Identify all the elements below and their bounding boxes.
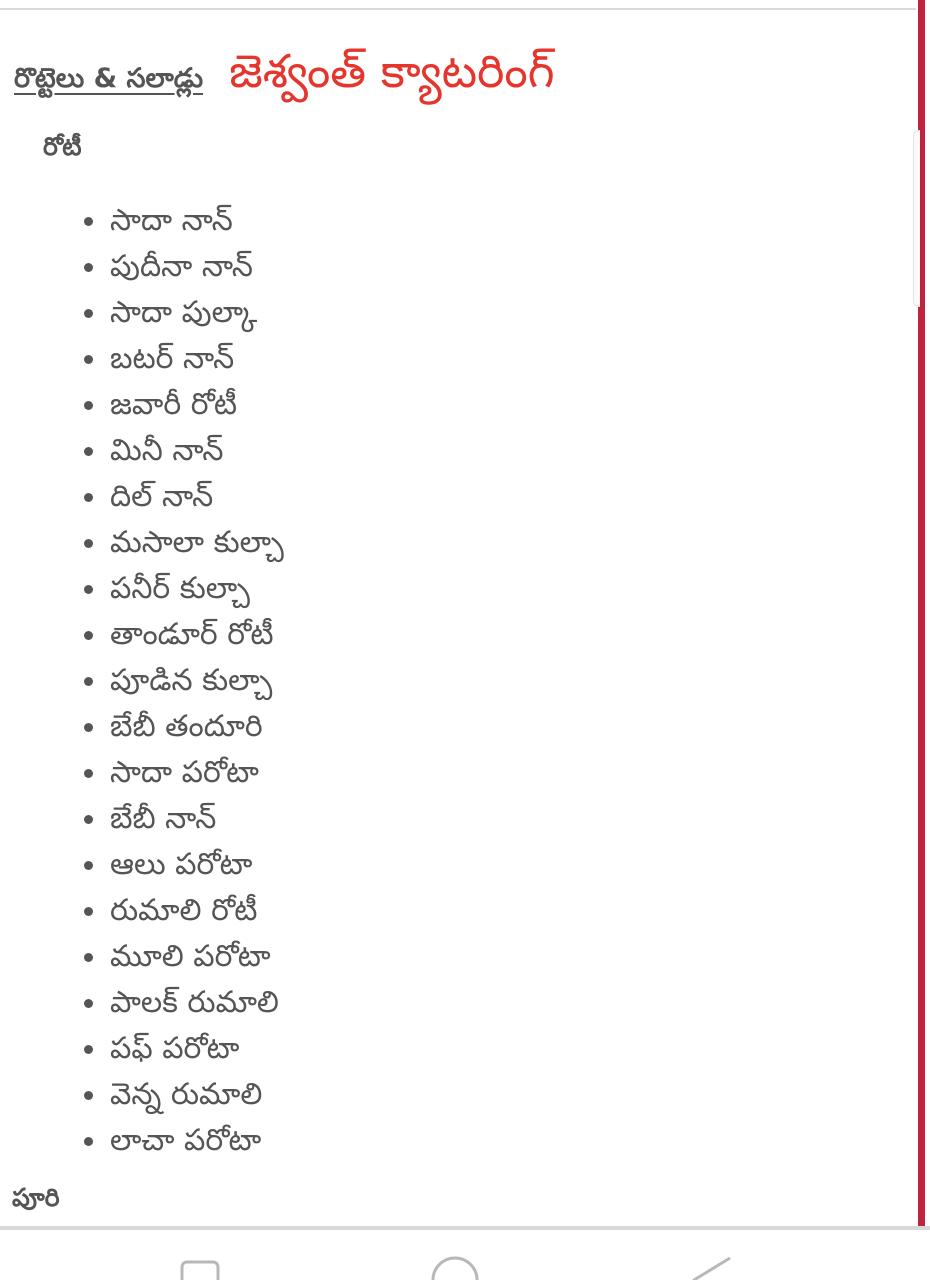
menu-item-label: సాదా నాన్ [110,203,233,238]
menu-item-label: వెన్న రుమాలి [110,1077,263,1112]
bullet-icon [84,769,93,778]
menu-item-label: మూలి పరోటా [110,939,271,974]
brand-title: జెశ్వంత్ క్యాటరింగ్ [229,44,555,98]
menu-item-label: పూడిన కుల్చా [110,663,273,698]
bullet-icon [84,1091,93,1100]
section-heading-puri: పూరి [12,1183,60,1212]
bullet-icon [84,861,93,870]
menu-list-item [80,704,284,750]
menu-item-list [80,198,284,1164]
bullet-icon [84,631,93,640]
section-link-breads-salads[interactable]: రొట్టెలు & సలాడ్లు [14,63,204,94]
bullet-icon [84,355,93,364]
menu-list-item [80,198,284,244]
bullet-icon [84,815,93,824]
bullet-icon [84,539,93,548]
menu-item-label: మసాలా కుల్చా [110,525,284,560]
menu-list-item [80,428,284,474]
system-navigation-bar [0,1230,930,1280]
menu-item-label: పనీర్ కుల్చా [110,571,250,606]
bullet-icon [84,263,93,272]
menu-item-label: పుదీనా నాన్ [110,249,253,284]
section-heading-roti: రోటీ [43,132,82,161]
menu-list-item [80,888,284,934]
recent-apps-icon[interactable] [170,1250,230,1280]
menu-item-label: పాలక్ రుమాలి [110,985,279,1020]
bullet-icon [84,217,93,226]
menu-list-item [80,796,284,842]
bullet-icon [84,401,93,410]
menu-item-label: జవారీ రోటీ [110,387,238,422]
menu-list-item [80,842,284,888]
menu-item-label: బేబీ నాన్ [110,801,217,836]
menu-list-item [80,658,284,704]
menu-list-item [80,520,284,566]
menu-list-item [80,244,284,290]
scroll-edge-tab[interactable] [913,130,920,307]
home-icon[interactable] [425,1250,485,1280]
menu-item-label: దిల్ నాన్ [110,479,214,514]
menu-list-item [80,934,284,980]
menu-list-item [80,1072,284,1118]
menu-list-item [80,1118,284,1164]
bullet-icon [84,1045,93,1054]
menu-item-label: రుమాలి రోటీ [110,893,258,928]
menu-list-item [80,336,284,382]
menu-list-item [80,566,284,612]
menu-item-label: తాండూర్ రోటీ [110,617,274,652]
bullet-icon [84,585,93,594]
menu-list-item [80,474,284,520]
top-divider [0,0,916,10]
bullet-icon [84,493,93,502]
bullet-icon [84,953,93,962]
menu-item-label: బటర్ నాన్ [110,341,235,376]
menu-list-item [80,750,284,796]
menu-item-label: సాదా పరోటా [110,755,259,790]
bullet-icon [84,447,93,456]
bullet-icon [84,1137,93,1146]
menu-list-item [80,382,284,428]
menu-item-label: పఫ్ పరోటా [110,1031,240,1066]
bullet-icon [84,677,93,686]
menu-item-label: ఆలు పరోటా [110,847,253,882]
menu-list-item [80,612,284,658]
menu-item-label: సాదా పుల్కా [110,295,258,330]
bullet-icon [84,999,93,1008]
menu-item-label: లాచా పరోటా [110,1123,262,1158]
bullet-icon [84,309,93,318]
menu-list-item [80,1026,284,1072]
menu-list-item [80,980,284,1026]
menu-list-item [80,290,284,336]
menu-item-label: మినీ నాన్ [110,433,224,468]
bullet-icon [84,723,93,732]
menu-item-label: బేబీ తందూరి [110,709,263,744]
page-header [14,44,555,114]
bullet-icon [84,907,93,916]
back-icon[interactable] [682,1250,742,1280]
